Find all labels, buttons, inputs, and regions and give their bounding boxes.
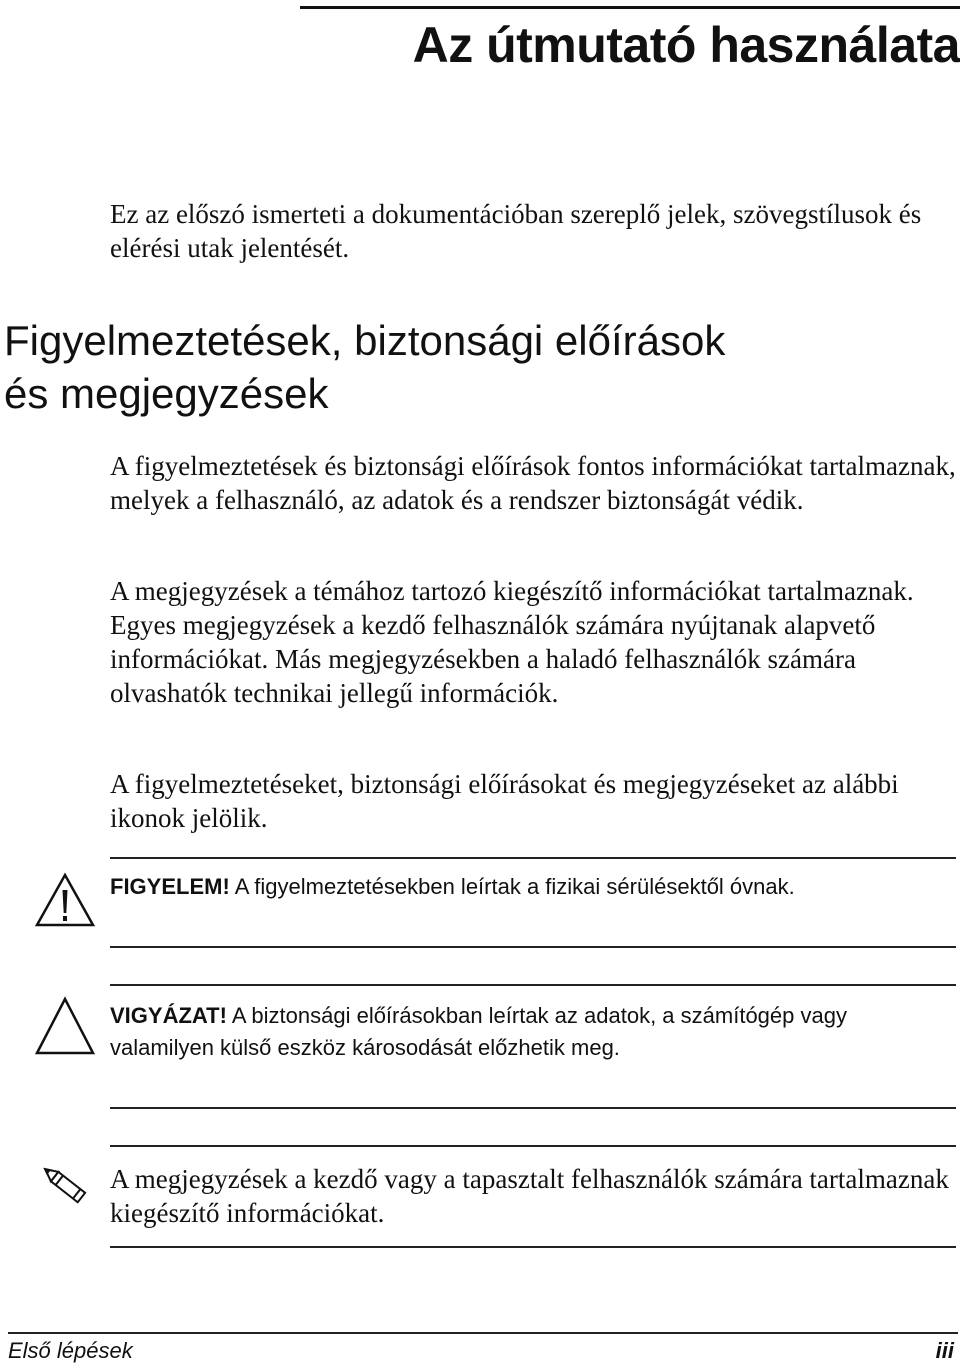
notice-rule-top	[110, 1145, 956, 1147]
warning-text: A figyelmeztetésekben leírtak a fizikai sérülésektől óvnak.	[234, 874, 795, 899]
warning-label: FIGYELEM!	[110, 874, 230, 899]
section-heading-line2: és megjegyzések	[4, 370, 329, 417]
body-paragraph: A megjegyzések a témához tartozó kiegészítő információkat tartalmaznak. Egyes megjegyzések a kezdő felhasználók számára nyújtanak alapvető információkat. Más megjegyzésekben a haladó felhasználók számára olvashatók technikai jellegű információk.	[110, 576, 914, 708]
notice-rule-bottom	[110, 946, 956, 948]
body-paragraph: A figyelmeztetéseket, biztonsági előírásokat és megjegyzéseket az alábbi ikonok jelölik.	[110, 769, 899, 833]
notice-rule-top	[110, 984, 956, 986]
title-rule	[300, 6, 960, 9]
warning-exclamation-icon	[34, 872, 96, 928]
footer-rule	[8, 1332, 958, 1334]
notice-rule-bottom	[110, 1246, 956, 1248]
intro-paragraph: Ez az előszó ismerteti a dokumentációban szereplő jelek, szövegstílusok és elérési utak jelentését.	[110, 199, 922, 263]
caution-label: VIGYÁZAT!	[110, 1003, 227, 1028]
section-heading	[4, 314, 944, 420]
body-paragraph: A figyelmeztetések és biztonsági előírások fontos információkat tartalmaznak, melyek a felhasználó, az adatok és a rendszer biztonságát védik.	[110, 451, 956, 515]
notice-rule-bottom	[110, 1107, 956, 1109]
note-text: A megjegyzések a kezdő vagy a tapasztalt felhasználók számára tartalmaznak kiegészítő információkat.	[110, 1164, 949, 1228]
notice-rule-top	[110, 857, 956, 859]
pencil-icon	[36, 1160, 96, 1216]
caution-triangle-icon	[34, 996, 96, 1056]
page-number: iii	[935, 1338, 954, 1363]
caution-text: A biztonsági előírásokban leírtak az adatok, a számítógép vagy valamilyen külső eszköz károsodását előzhetik meg.	[110, 1003, 847, 1060]
footer-section-title: Első lépések	[8, 1338, 133, 1363]
section-heading-line1: Figyelmeztetések, biztonsági előírások	[4, 317, 726, 364]
warning-notice	[110, 871, 930, 903]
page-title: Az útmutató használata	[412, 17, 960, 73]
caution-notice	[110, 1000, 930, 1064]
